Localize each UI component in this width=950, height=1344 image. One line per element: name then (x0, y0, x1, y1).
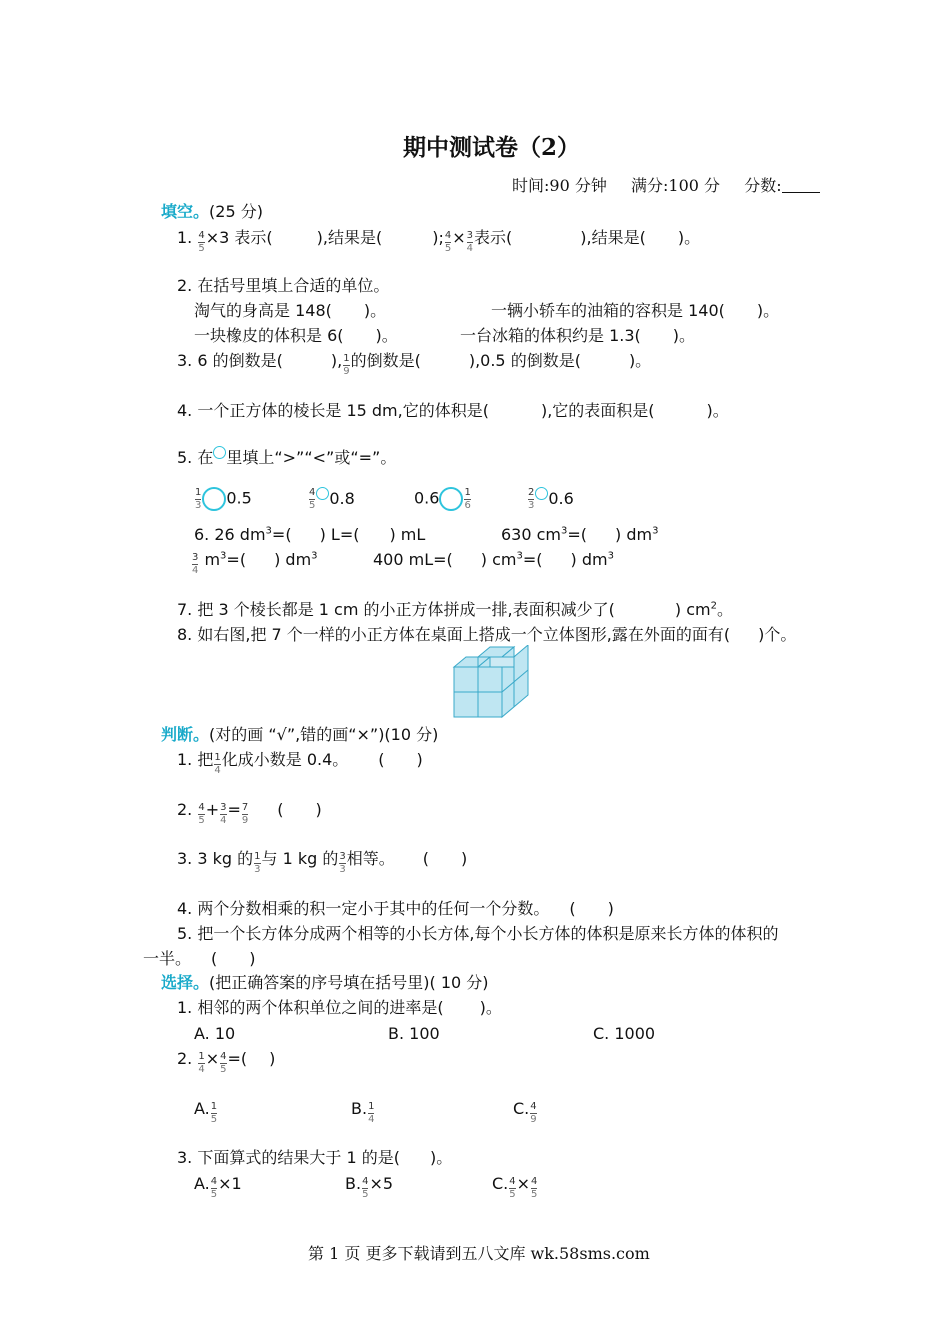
question-1-5: 5. 在 里填上“>”“<”或“=”。 (177, 448, 397, 467)
compare-circle-icon (213, 446, 226, 459)
cube-figure (452, 645, 532, 721)
full-score-label: 满分:100 分 (631, 176, 721, 195)
fraction: $\frac{4}{5}$ (444, 230, 452, 254)
fraction: $\frac{1}{3}$ (195, 486, 202, 511)
compare-circle-icon[interactable] (316, 487, 329, 500)
option-a[interactable]: A. 10 (194, 1024, 236, 1043)
question-1-6c: $\frac{3}{4}$ $m^3=$( ) $dm^3$ (192, 550, 318, 576)
option-b[interactable]: B. 100 (388, 1024, 440, 1043)
question-2-3: 3. 3 kg 的 $\frac{1}{3}$ 与 1 kg 的 $\frac{3}{3}$ 相等。 ( ) (177, 849, 468, 875)
question-2-5-cont: 一半。 ( ) (143, 949, 256, 968)
question-3-3: 3. 下面算式的结果大于 1 的是( )。 (177, 1148, 453, 1167)
fraction: $\frac{3}{4}$ (466, 230, 474, 254)
fraction: $\frac{2}{3}$ (528, 487, 535, 511)
option-b[interactable]: B. $\frac{1}{4}$ (351, 1099, 375, 1125)
option-c[interactable]: C. 1000 (593, 1024, 656, 1043)
question-1-7: 7. 把 3 个棱长都是 1 cm 的小正方体拼成一排,表面积减少了( ) $cm^2$。 (177, 600, 733, 619)
fraction: $\frac{7}{9}$ (241, 802, 249, 826)
score-label: 分数: (744, 176, 782, 195)
fraction: $\frac{1}{6}$ (464, 486, 471, 511)
fraction: $\frac{4}{5}$ (198, 802, 205, 826)
answer-paren[interactable]: ( ) (211, 949, 256, 968)
fraction: $\frac{4}{5}$ (309, 487, 316, 511)
fraction: $\frac{1}{9}$ (343, 353, 350, 377)
question-1-2d: 一台冰箱的体积约是 1.3( )。 (460, 326, 696, 345)
fraction: $\frac{4}{5}$ (198, 230, 205, 254)
option-b[interactable]: B. $\frac{4}{5}$ ×5 (345, 1174, 394, 1200)
answer-paren[interactable]: ( ) (569, 899, 614, 918)
compare-a: $\frac{1}{3}$ 0.5 (195, 486, 252, 511)
compare-circle-icon[interactable] (439, 487, 463, 511)
question-1-4: 4. 一个正方体的棱长是 15 dm,它的体积是( ),它的表面积是( )。 (177, 401, 729, 420)
question-1-2-heading: 2. 在括号里填上合适的单位。 (177, 276, 390, 295)
question-1-2b: 一辆小轿车的油箱的容积是 140( )。 (491, 301, 780, 320)
option-a[interactable]: A. $\frac{1}{5}$ (194, 1099, 218, 1125)
question-2-5: 5. 把一个长方体分成两个相等的小长方体,每个小长方体的体积是原来长方体的体积的 (177, 924, 779, 943)
section-fill-heading: 填空。(25 分) (161, 202, 263, 221)
fraction: $\frac{4}{9}$ (530, 1101, 537, 1125)
compare-c: 0.6 $\frac{1}{6}$ (414, 486, 471, 511)
exam-meta (512, 176, 820, 196)
compare-d: $\frac{2}{3}$ 0.6 (528, 487, 574, 511)
fraction: $\frac{1}{3}$ (254, 851, 261, 875)
answer-paren[interactable]: ( ) (422, 849, 468, 868)
compare-circle-icon[interactable] (535, 487, 548, 500)
fraction: $\frac{1}{5}$ (210, 1101, 218, 1125)
page-title: 期中测试卷（2） (403, 134, 581, 161)
section-choice-heading: 选择。(把正确答案的序号填在括号里)( 10 分) (161, 973, 489, 992)
answer-paren[interactable]: ( ) (277, 800, 322, 819)
page-footer: 第 1 页 更多下载请到五八文库 wk.58sms.com (308, 1244, 650, 1263)
compare-circle-icon[interactable] (202, 487, 226, 511)
option-c[interactable]: C. $\frac{4}{5}$ × $\frac{4}{5}$ (492, 1174, 538, 1200)
fraction: $\frac{3}{4}$ (220, 802, 227, 826)
fraction: $\frac{4}{5}$ (220, 1051, 227, 1075)
question-1-6d: 400 mL=( ) $cm^3=$( ) $dm^3$ (373, 550, 614, 569)
question-2-2: 2. $\frac{4}{5}$ + $\frac{3}{4}$ = $\frac{7}{9}$ ( ) (177, 800, 322, 826)
fraction: $\frac{4}{5}$ (509, 1176, 516, 1200)
question-1-3: 3. 6 的倒数是( ), $\frac{1}{9}$ 的倒数是( ),0.5 的倒数是( )。 (177, 351, 652, 377)
fraction: $\frac{4}{5}$ (362, 1176, 369, 1200)
fraction: $\frac{4}{5}$ (531, 1176, 538, 1200)
compare-b: $\frac{4}{5}$ 0.8 (309, 487, 355, 511)
answer-paren[interactable]: ( ) (378, 750, 423, 769)
question-2-1: 1. 把 $\frac{1}{4}$ 化成小数是 0.4。 ( ) (177, 750, 423, 776)
question-2-4: 4. 两个分数相乘的积一定小于其中的任何一个分数。 ( ) (177, 899, 614, 918)
question-3-1: 1. 相邻的两个体积单位之间的进率是( )。 (177, 998, 502, 1017)
question-1-6a: 6. 26 $dm^3=$( ) L=( ) mL (194, 525, 426, 544)
fraction: $\frac{3}{3}$ (339, 851, 346, 875)
fraction: $\frac{1}{4}$ (214, 752, 221, 776)
option-c[interactable]: C. $\frac{4}{9}$ (513, 1099, 537, 1125)
question-3-2: 2. $\frac{1}{4}$ × $\frac{4}{5}$ =( ) (177, 1049, 276, 1075)
question-1-8: 8. 如右图,把 7 个一样的小正方体在桌面上搭成一个立体图形,露在外面的面有( )个。 (177, 625, 797, 644)
question-1-6b: 630 $cm^3=$( ) $dm^3$ (501, 525, 659, 544)
option-a[interactable]: A. $\frac{4}{5}$ ×1 (194, 1174, 242, 1200)
score-blank[interactable] (782, 178, 820, 193)
question-1-2a: 淘气的身高是 148( )。 (194, 301, 387, 320)
question-1-2c: 一块橡皮的体积是 6( )。 (194, 326, 398, 345)
fraction: $\frac{3}{4}$ (192, 552, 199, 576)
fraction: $\frac{1}{4}$ (198, 1051, 205, 1075)
fraction: $\frac{1}{4}$ (368, 1101, 375, 1125)
question-1-1: 1. $\frac{4}{5}$ ×3 表示( ),结果是( ); $\frac{4}{5}$ × $\frac{3}{4}$ 表示( ),结果是( )。 (177, 228, 701, 254)
section-judge-heading: 判断。(对的画 “√”,错的画“×”)(10 分) (161, 725, 439, 744)
fraction: $\frac{4}{5}$ (210, 1176, 218, 1200)
time-label: 时间:90 分钟 (512, 176, 607, 195)
